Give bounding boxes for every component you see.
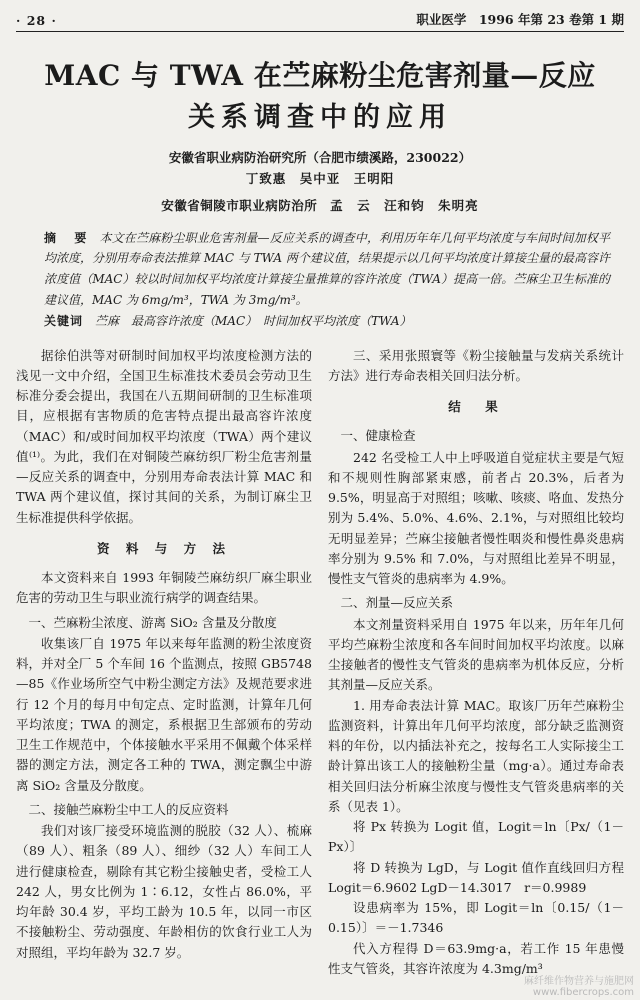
authors-2: 孟 云 汪和钧 朱明亮 — [330, 197, 479, 213]
formula-logit: 将 Px 转换为 Logit 值，Logit＝ln〔Px/（1－Px）〕 — [328, 819, 624, 855]
left-column — [16, 346, 312, 980]
section-heading-materials: 资 料 与 方 法 — [97, 540, 231, 556]
abstract-text: 本文在苎麻粉尘职业危害剂量—反应关系的调查中，利用历年年几何平均浓度与车间时间加权平均浓度，分别用寿命表法推算 MAC 与 TWA 两个建议值，结果提示以几何平均浓度计算接尘量的最高容许浓度值（MAC）较以时间加权平均浓度计算接尘量推算的容许浓度（TWA）提高一倍。苎麻尘卫生标准的建议值，MAC 为 6mg/m³，TWA 为 3mg/m³。 — [44, 230, 610, 307]
running-header — [16, 6, 624, 32]
authors-1: 丁致惠 吴中亚 王明阳 — [245, 171, 395, 187]
worker-response-text: 我们对该厂接受环境监测的脱胶（32 人）、梳麻（89 人）、粗条（89 人）、细纱（32 人）车间工人进行健康检查，剔除有其它粉尘接触史者，受检工人 242 人，男女比例为 1∶6.12，女性占 86.0%，平均年龄 30.4 岁，平均工龄为 10.5 年，以同一市区不接触粉尘、劳动强度、年龄相仿的饮食行业工人为对照组，平均年龄为 32.7 岁。 — [16, 823, 312, 960]
mac-method-text: 1. 用寿命表法计算 MAC。取该厂历年苎麻粉尘监测资料，计算出年几何平均浓度，部分缺乏监测资料的年份，以内插法补充之，按每名工人实际接尘工龄计算出该工人的接触粉尘量（mg·a）。通过寿命表相关回归法分析麻尘浓度与慢性支气管炎患病率的关系（见表 1）。 — [328, 697, 624, 814]
abstract-label: 摘 要 — [44, 230, 90, 245]
title-line-2: 关系调查中的应用 — [188, 102, 452, 134]
materials-intro: 本文资料来自 1993 年铜陵苎麻纺织厂麻尘职业危害的劳动卫生与职业流行病学的调查结果。 — [16, 570, 312, 606]
subheading-dust-concentration: 一、苎麻粉尘浓度、游离 SiO₂ 含量及分散度 — [28, 614, 277, 630]
formula-result: 代入方程得 D＝63.9mg·a，若工作 15 年患慢性支气管炎，其容许浓度为 4.3mg/m³ — [328, 940, 624, 976]
health-check-text: 242 名受检工人中上呼吸道自觉症状主要是气短和不规则性胸部紧束感，前者占 20.3%，后者为 9.5%，明显高于对照组；咳嗽、咳痰、咯血、发热分别为 5.4%、5.0%、4.6%、2.1%，与对照组比较均无明显差异；苎麻尘接触者慢性咽炎和慢性鼻炎患病率分别为 9.5% 和 7.0%，与对照组比差异不明显，慢性支气管炎的患病率为 4.9%。 — [328, 449, 624, 587]
affiliation-2-line — [16, 196, 624, 214]
body-columns — [16, 346, 624, 980]
intro-paragraph: 据徐伯洪等对研制时间加权平均浓度检测方法的浅见一文中介绍，全国卫生标准技术委员会劳动卫生标准分委会提出，我国在八五期间研制的卫生标准项目，应根据有害物质的危害特点提出最高容许浓度（MAC）和/或时间加权平均浓度（TWA）两个建议值⁽¹⁾。为此，我们在对铜陵苎麻纺织厂粉尘危害剂量—反应关系的调查中，分别用寿命表法计算 MAC 和 TWA 两个建议值，探讨其间的关系，为制订麻尘卫生标准提供科学依据。 — [16, 347, 312, 525]
keywords — [44, 311, 610, 331]
formula-prevalence: 设患病率为 15%，即 Logit＝ln〔0.15/（1－0.15）〕＝－1.7346 — [328, 900, 624, 936]
watermark-line-2: www.fibercrops.com — [532, 987, 634, 998]
subheading-dose-response: 二、剂量—反应关系 — [340, 595, 454, 611]
formula-regression: 将 D 转换为 LgD，与 Logit 值作直线回归方程 Logit＝6.9602 LgD－14.3017 r＝0.9989 — [328, 859, 624, 895]
watermark — [524, 976, 634, 998]
page-number: · 28 · — [16, 13, 57, 28]
journal-info: 职业医学 1996 年第 23 卷第 1 期 — [416, 12, 624, 27]
keywords-label: 关键词 — [44, 314, 84, 329]
dose-response-text: 本文剂量资料采用自 1975 年以来，历年年几何平均苎麻粉尘浓度和各车间时间加权平均浓度。以麻尘接触者的慢性支气管炎的患病率为机体反应，分析其剂量—反应关系。 — [328, 616, 624, 693]
affiliation-2: 安徽省铜陵市职业病防治所 — [161, 197, 318, 213]
watermark-line-1: 麻纤维作物营养与施肥网 — [524, 976, 634, 987]
keywords-text: 苎麻 最高容许浓度（MAC） 时间加权平均浓度（TWA） — [95, 314, 412, 329]
dust-concentration-text: 收集该厂自 1975 年以来每年监测的粉尘浓度资料，并对全厂 5 个车间 16 个监测点，按照 GB5748—85《作业场所空气中粉尘测定方法》及规范要求进行 12 个月的每月中旬定点、定时监测，计算年几何平均浓度；TWA 的测定，系根据卫生部颁布的劳动卫生工作规范中，个体接触水平采用不佩戴个体采样器的测定方法，测定各工种的 TWA，测定飘尘中游离 SiO₂ 含量及分散度。 — [16, 635, 312, 793]
affiliation-1: 安徽省职业病防治研究所（合肥市绩溪路，230022） — [168, 150, 472, 166]
right-column — [328, 346, 624, 980]
method-statistics-text: 三、采用张照寰等《粉尘接触量与发病关系统计方法》进行寿命表相关回归法分析。 — [328, 347, 624, 383]
abstract — [44, 228, 610, 311]
article-title — [16, 54, 624, 139]
subheading-worker-response: 二、接触苎麻粉尘中工人的反应资料 — [28, 801, 229, 817]
subheading-health-check: 一、健康检查 — [340, 428, 416, 444]
section-heading-results: 结 果 — [448, 399, 504, 415]
title-line-1: MAC 与 TWA 在苎麻粉尘危害剂量—反应 — [44, 59, 596, 92]
